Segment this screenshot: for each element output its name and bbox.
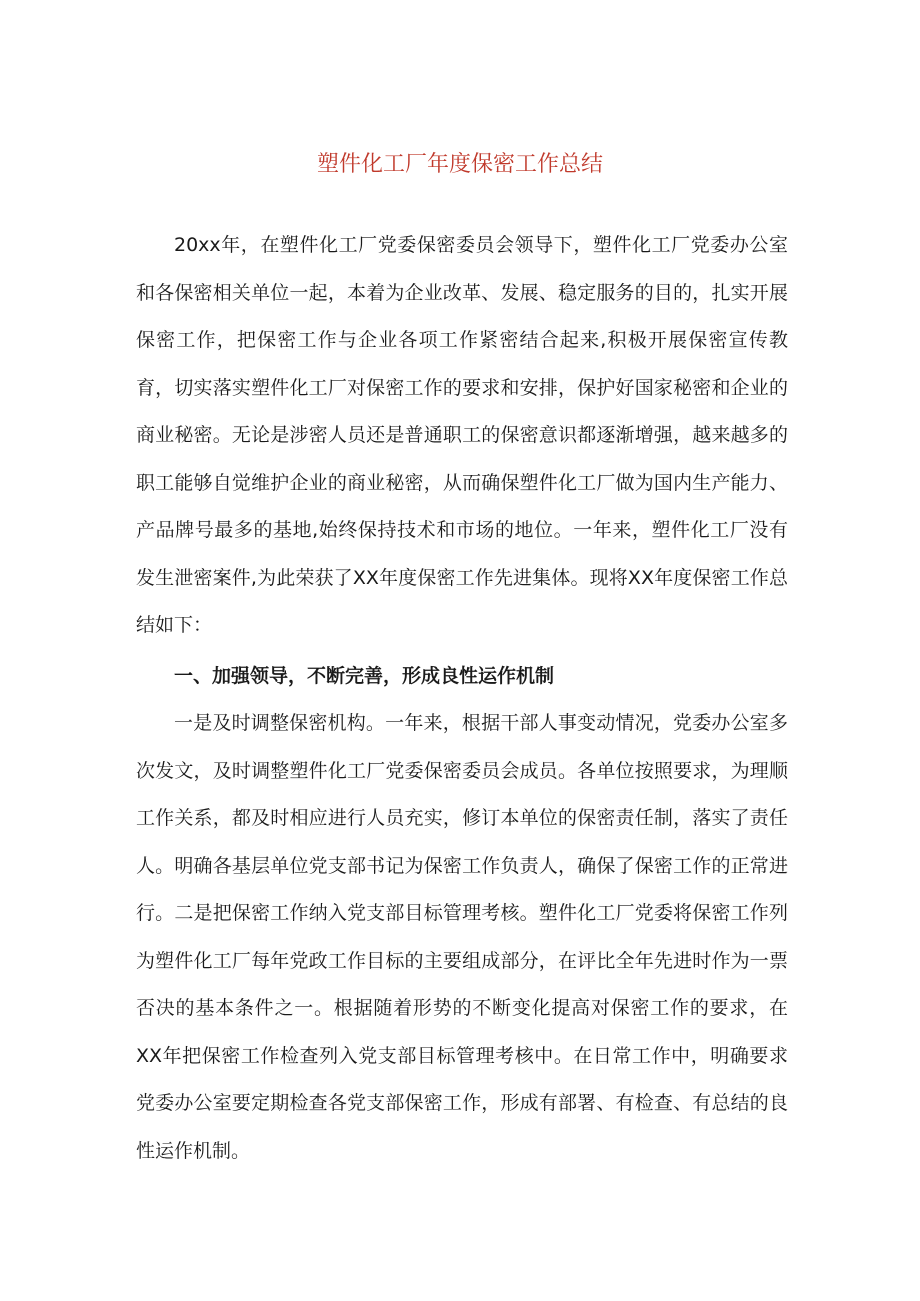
section-paragraph: 一是及时调整保密机构。一年来，根据干部人事变动情况，党委办公室多次发文，及时调整塑件化工厂党委保密委员会成员。各单位按照要求，为理顺工作关系，都及时相应进行人员充实，修订本单位的保密责任制，落实了责任人。明确各基层单位党支部书记为保密工作负责人，确保了保密工作的正常进行。二是把保密工作纳入党支部目标管理考核。塑件化工厂党委将保密工作列为塑件化工厂每年党政工作目标的主要组成部分，在评比全年先进时作为一票否决的基本条件之一。根据随着形势的不断变化提高对保密工作的要求，在XX年把保密工作检查列入党支部目标管理考核中。在日常工作中，明确要求党委办公室要定期检查各党支部保密工作，形成有部署、有检查、有总结的良性运作机制。 [136, 712, 788, 1162]
section-heading: 一、加强领导，不断完善，形成良性运作机制 [174, 665, 555, 687]
document-title: 塑件化工厂年度保密工作总结 [316, 152, 603, 177]
intro-paragraph: 20xx年，在塑件化工厂党委保密委员会领导下，塑件化工厂党委办公室和各保密相关单位一起，本着为企业改革、发展、稳定服务的目的，扎实开展保密工作，把保密工作与企业各项工作紧密结合起来,积极开展保密宣传教育，切实落实塑件化工厂对保密工作的要求和安排，保护好国家秘密和企业的商业秘密。无论是涉密人员还是普通职工的保密意识都逐渐增强，越来越多的职工能够自觉维护企业的商业秘密，从而确保塑件化工厂做为国内生产能力、产品牌号最多的基地,始终保持技术和市场的地位。一年来，塑件化工厂没有发生泄密案件,为此荣获了XX年度保密工作先进集体。现将XX年度保密工作总结如下： [136, 234, 788, 636]
